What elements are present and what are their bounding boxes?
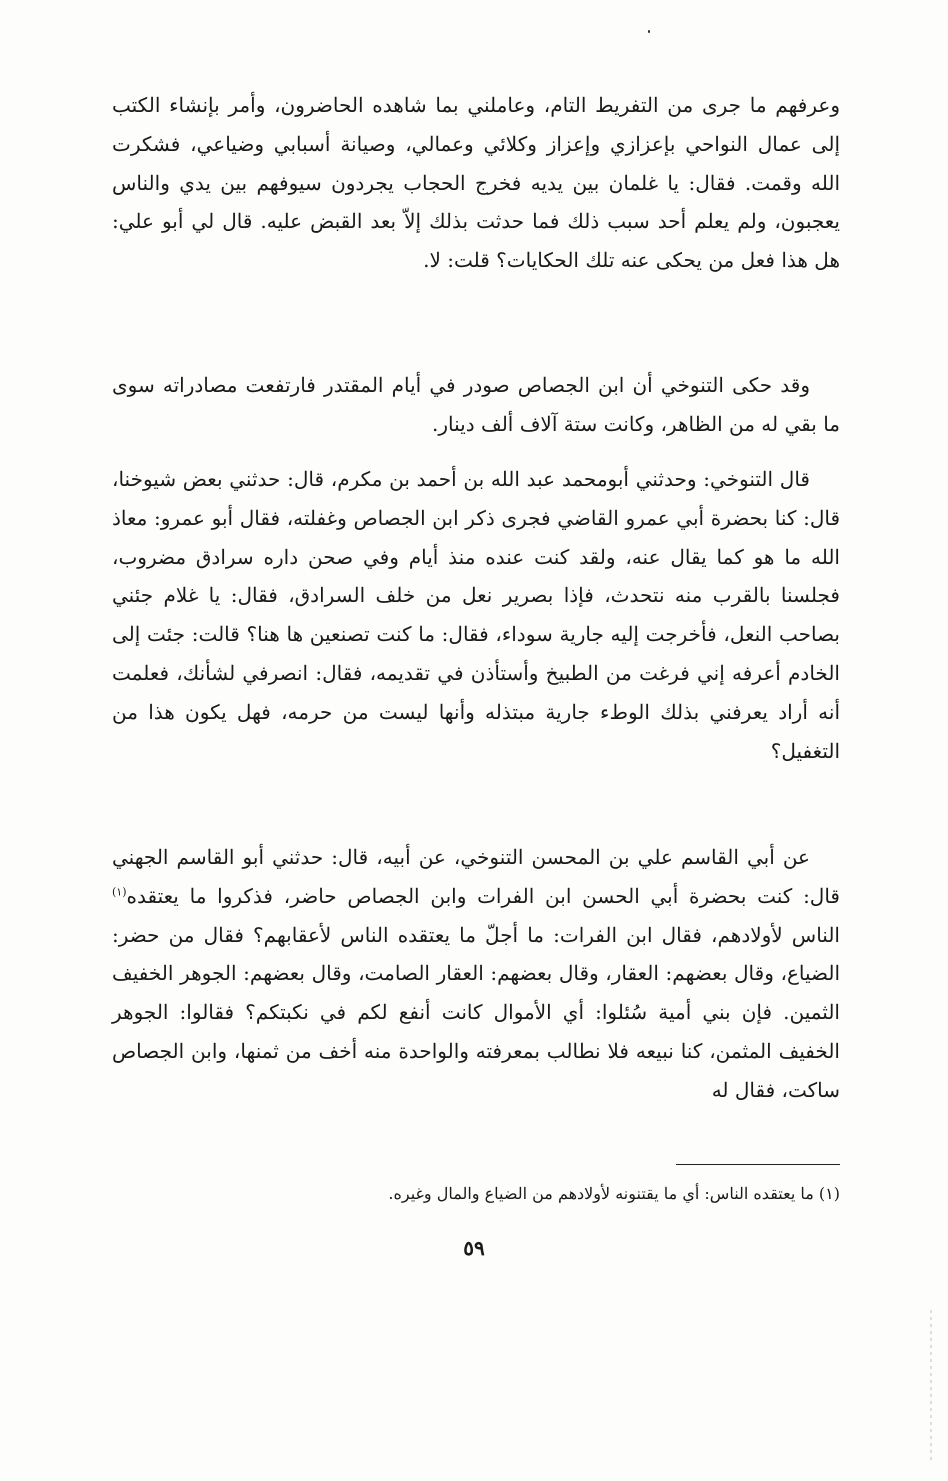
paragraph-1 [112, 86, 840, 280]
paragraph-3 [112, 460, 840, 770]
paragraph-4-before-note: عن أبي القاسم علي بن المحسن التنوخي، عن أبيه، قال: حدثني أبو القاسم الجهني قال: كنت بحضرة أبي الحسن ابن الفرات وابن الجصاص حاضر، فذكروا ما يعتقده [112, 845, 840, 908]
paragraph-2-text: وقد حكى التنوخي أن ابن الجصاص صودر في أيام المقتدر فارتفعت مصادراته سوى ما بقي له من الظاهر، وكانت ستة آلاف ألف دينار. [112, 373, 840, 436]
paragraph-4-after-note: الناس لأولادهم، فقال ابن الفرات: ما أجلّ ما يعتقده الناس لأعقابهم؟ فقال من حضر: الضياع، وقال بعضهم: العقار، وقال بعضهم: العقار الصامت، وقال بعضهم: الجوهر الخفيف الثمين. فإن بني أمية سُئلوا: أي الأموال كانت أنفع لكم في نكبتكم؟ فقالوا: الجوهر الخفيف المثمن، كنا نبيعه فلا نطالب بمعرفته والواحدة منه أخف من ثمنها، وابن الجصاص ساكت، فقال له [112, 922, 840, 1102]
paragraph-3-text: قال التنوخي: وحدثني أبومحمد عبد الله بن أحمد بن مكرم، قال: حدثني بعض شيوخنا، قال: كنا بحضرة أبي عمرو القاضي فجرى ذكر ابن الجصاص وغفلته، فقال أبو عمرو: معاذ الله ما هو كما يقال عنه، ولقد كنت عنده منذ أيام وفي صحن داره سرادق مضروب، فجلسنا بالقرب منه نتحدث، فإذا بصرير نعل من خلف السرادق، فقال: يا غلام جئني بصاحب النعل، فأخرجت إليه جارية سوداء، فقال: ما كنت تصنعين ها هنا؟ قالت: جئت إلى الخادم أعرفه إني فرغت من الطبيخ وأستأذن في تقديمه، فقال: انصرفي لشأنك، فعلمت أنه أراد يعرفني بذلك الوطء جارية مبتذله وأنها ليست من حرمه، فهل يكون هذا من التغفيل؟ [112, 467, 840, 763]
paragraph-4-text [112, 838, 840, 1110]
footnote-divider [676, 1164, 840, 1165]
page-number: ٥٩ [463, 1236, 485, 1260]
footnote-text: (١) ما يعتقده الناس: أي ما يقتنونه لأولادهم من الضياع والمال وغيره. [388, 1184, 840, 1203]
footnote-reference-mark[interactable]: (١) [112, 885, 127, 899]
paragraph-1-text: وعرفهم ما جرى من التفريط التام، وعاملني بما شاهده الحاضرون، وأمر بإنشاء الكتب إلى عمال النواحي بإعزازي وإعزاز وكلائي وعمالي، وصيانة أسبابي وضياعي، فشكرت الله وقمت. فقال: يا غلمان بين يديه فخرج الحجاب يجردون سيوفهم بين يدي والناس يعجبون، ولم يعلم أحد سبب ذلك فما حدثت بذلك إلاّ بعد القبض عليه. قال لي أبو علي: هل هذا فعل من يحكى عنه تلك الحكايات؟ قلت: لا. [112, 93, 840, 273]
paragraph-4 [112, 838, 840, 1110]
scan-speck [648, 30, 650, 33]
scan-edge-artifact [930, 1310, 932, 1460]
paragraph-2 [112, 366, 840, 444]
footnote [112, 1180, 840, 1208]
